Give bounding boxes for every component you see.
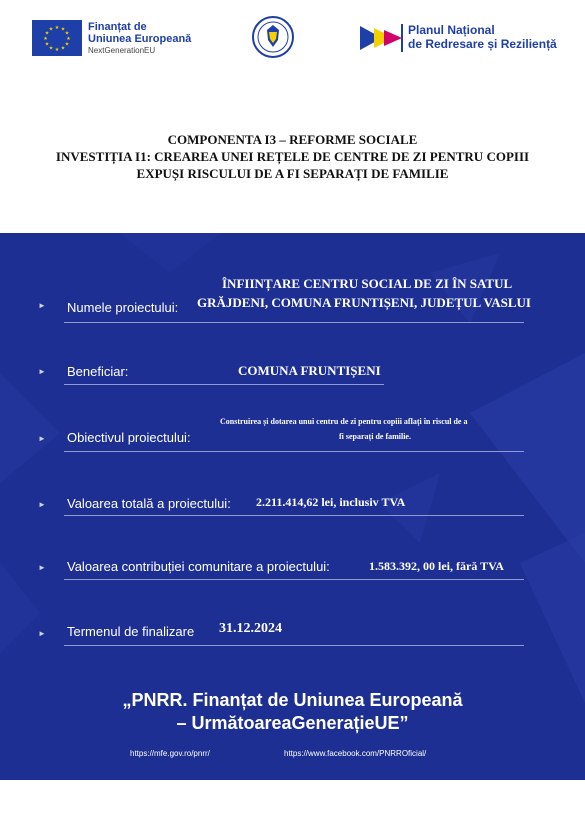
document-title xyxy=(0,132,585,183)
deadline-value: 31.12.2024 xyxy=(219,621,282,636)
eu-flag-icon xyxy=(32,20,82,56)
svg-text:★: ★ xyxy=(66,36,71,42)
svg-text:★: ★ xyxy=(44,41,50,48)
romanian-government-seal-icon xyxy=(252,16,294,58)
svg-text:★: ★ xyxy=(48,26,54,33)
mfe-link[interactable]: https://mfe.gov.ro/pnrr/ xyxy=(130,749,210,758)
project-name-value-line2: GRĂJDENI, COMUNA FRUNTIȘENI, JUDEȚUL VASLUI xyxy=(197,295,531,310)
arrow-icon: ► xyxy=(38,563,46,572)
arrow-icon: ► xyxy=(38,500,46,509)
total-value: 2.211.414,62 lei, inclusiv TVA xyxy=(256,495,406,509)
deadline-label: Termenul de finalizare xyxy=(67,624,195,639)
eu-logo-line1: Finanțat de xyxy=(88,20,147,33)
svg-text:★: ★ xyxy=(64,41,70,48)
header-logos xyxy=(0,0,585,90)
pnrr-logo-line1: Planul Național xyxy=(408,23,495,38)
divider xyxy=(64,384,384,385)
project-name-value-line1: ÎNFIINȚARE CENTRU SOCIAL DE ZI ÎN SATUL xyxy=(222,276,513,291)
svg-text:★: ★ xyxy=(60,26,66,33)
divider xyxy=(64,579,524,580)
divider xyxy=(64,515,524,516)
eu-logo-line3: NextGenerationEU xyxy=(88,45,156,55)
project-name-label: Numele proiectului: xyxy=(67,300,179,315)
slogan xyxy=(0,689,585,734)
eu-funding-logo xyxy=(32,20,191,56)
objective-label: Obiectivul proiectului: xyxy=(67,430,191,445)
arrow-icon: ► xyxy=(38,367,46,376)
pnrr-mark-icon xyxy=(360,22,404,54)
eu-contribution-label: Valoarea contribuției comunitare a proiectului: xyxy=(67,559,330,574)
objective-value-line2: fi separați de familie. xyxy=(339,432,411,441)
svg-text:★: ★ xyxy=(43,36,48,42)
facebook-link[interactable]: https://www.facebook.com/PNRROficial/ xyxy=(284,749,427,758)
beneficiary-label: Beneficiar: xyxy=(67,364,129,379)
slogan-line2: – UrmătoareaGenerațieUE” xyxy=(176,712,409,733)
title-line-3: EXPUȘI RISCULUI DE A FI SEPARAȚI DE FAMILIE xyxy=(136,165,449,181)
svg-text:★: ★ xyxy=(54,47,60,53)
objective-value-line1: Construirea și dotarea unui centru de zi pentru copiii aflați în riscul de a xyxy=(220,417,468,426)
divider xyxy=(64,451,524,452)
arrow-icon: ► xyxy=(38,629,46,638)
slogan-line1: „PNRR. Finanțat de Uniunea Europeană xyxy=(122,690,463,710)
svg-text:★: ★ xyxy=(60,45,66,52)
eu-contribution-value: 1.583.392, 00 lei, fără TVA xyxy=(369,559,504,573)
pnrr-logo-line2: de Redresare și Reziliență xyxy=(408,37,557,51)
total-value-label: Valoarea totală a proiectului: xyxy=(67,496,231,511)
divider xyxy=(64,645,524,646)
divider xyxy=(64,322,524,323)
arrow-icon: ► xyxy=(38,434,46,443)
title-line-1: COMPONENTA I3 – REFORME SOCIALE xyxy=(167,132,418,147)
beneficiary-value: COMUNA FRUNTIȘENI xyxy=(238,363,381,378)
title-line-2: INVESTIȚIA I1: CREAREA UNEI REȚELE DE CENTRE DE ZI PENTRU COPIII xyxy=(55,148,530,164)
svg-text:★: ★ xyxy=(44,30,50,37)
project-info-panel xyxy=(0,233,585,780)
arrow-icon: ► xyxy=(38,301,46,310)
eu-logo-line2: Uniunea Europeană xyxy=(88,32,192,45)
svg-text:★: ★ xyxy=(54,25,60,31)
svg-text:★: ★ xyxy=(64,30,70,37)
svg-text:★: ★ xyxy=(48,45,54,52)
pnrr-logo xyxy=(360,22,557,54)
